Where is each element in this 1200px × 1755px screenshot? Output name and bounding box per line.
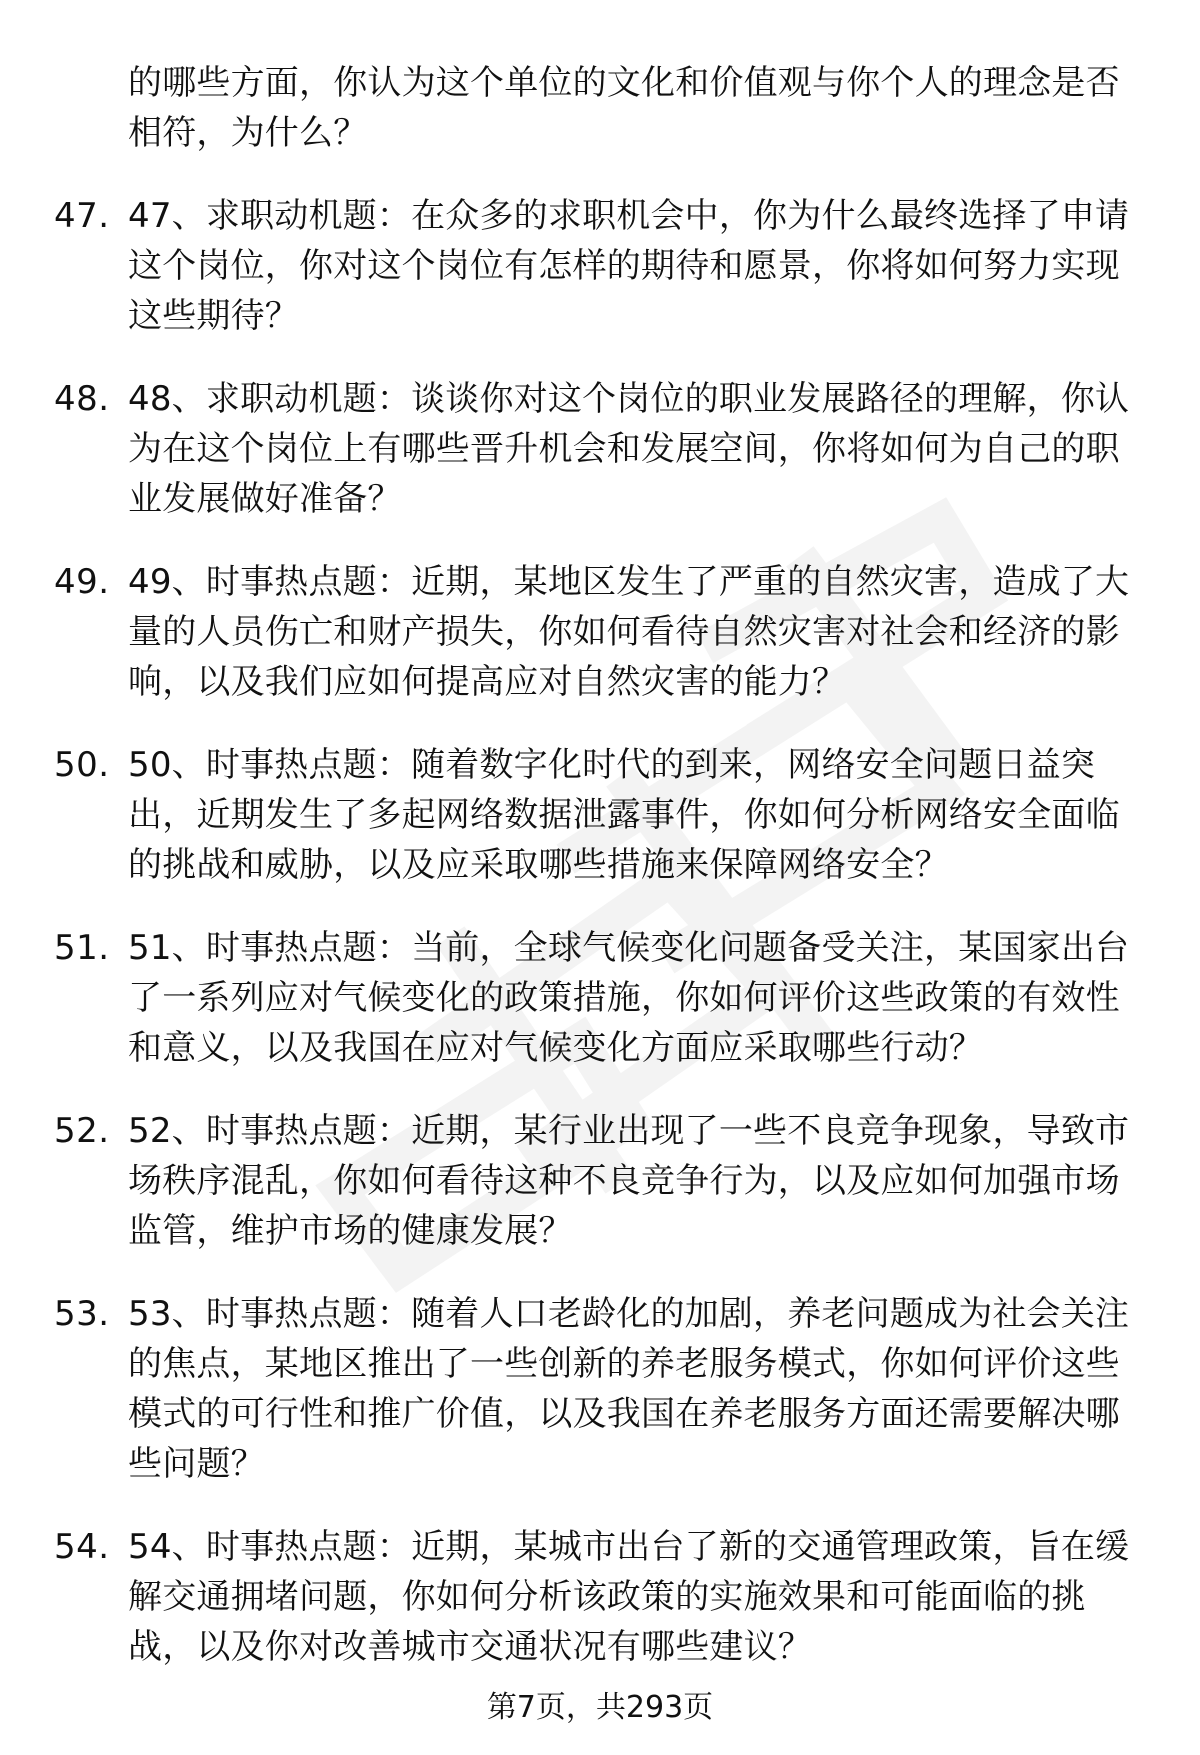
question-item: [0, 923, 1200, 1073]
question-number: 50.: [54, 745, 110, 785]
question-item: [0, 191, 1200, 341]
question-item: [0, 740, 1200, 890]
continued-question: [0, 58, 1200, 158]
question-number: 49.: [54, 562, 110, 602]
question-text: 53、时事热点题：随着人口老龄化的加剧，养老问题成为社会关注的焦点，某地区推出了一些创新的养老服务模式，你如何评价这些模式的可行性和推广价值，以及我国在养老服务方面还需要解决哪些问题？: [128, 1294, 1130, 1484]
question-text: 54、时事热点题：近期，某城市出台了新的交通管理政策，旨在缓解交通拥堵问题，你如何分析该政策的实施效果和可能面临的挑战，以及你对改善城市交通状况有哪些建议？: [128, 1527, 1130, 1667]
question-text: 48、求职动机题：谈谈你对这个岗位的职业发展路径的理解，你认为在这个岗位上有哪些晋升机会和发展空间，你将如何为自己的职业发展做好准备？: [128, 379, 1130, 519]
question-item: [0, 374, 1200, 524]
question-text: 52、时事热点题：近期，某行业出现了一些不良竞争现象，导致市场秩序混乱，你如何看待这种不良竞争行为，以及应如何加强市场监管，维护市场的健康发展？: [128, 1111, 1130, 1251]
question-number: 52.: [54, 1111, 110, 1151]
question-item: [0, 1522, 1200, 1672]
page-footer: 第7页，共293页: [486, 1690, 714, 1725]
question-item: [0, 557, 1200, 707]
question-text: 51、时事热点题：当前，全球气候变化问题备受关注，某国家出台了一系列应对气候变化的政策措施，你如何评价这些政策的有效性和意义，以及我国在应对气候变化方面应采取哪些行动？: [128, 928, 1130, 1068]
question-text: 的哪些方面，你认为这个单位的文化和价值观与你个人的理念是否相符，为什么？: [128, 63, 1120, 153]
question-number: 53.: [54, 1294, 110, 1334]
question-text: 47、求职动机题：在众多的求职机会中，你为什么最终选择了申请这个岗位，你对这个岗位有怎样的期待和愿景，你将如何努力实现这些期待？: [128, 196, 1130, 336]
question-item: [0, 1106, 1200, 1256]
question-number: 47.: [54, 196, 110, 236]
question-text: 50、时事热点题：随着数字化时代的到来，网络安全问题日益突出，近期发生了多起网络数据泄露事件，你如何分析网络安全面临的挑战和威胁，以及应采取哪些措施来保障网络安全？: [128, 745, 1120, 885]
question-list: [0, 58, 1200, 1705]
question-number: 48.: [54, 379, 110, 419]
question-item: [0, 1289, 1200, 1489]
question-text: 49、时事热点题：近期，某地区发生了严重的自然灾害，造成了大量的人员伤亡和财产损失，你如何看待自然灾害对社会和经济的影响，以及我们应如何提高应对自然灾害的能力？: [128, 562, 1130, 702]
question-number: 51.: [54, 928, 110, 968]
question-number: 54.: [54, 1527, 110, 1567]
